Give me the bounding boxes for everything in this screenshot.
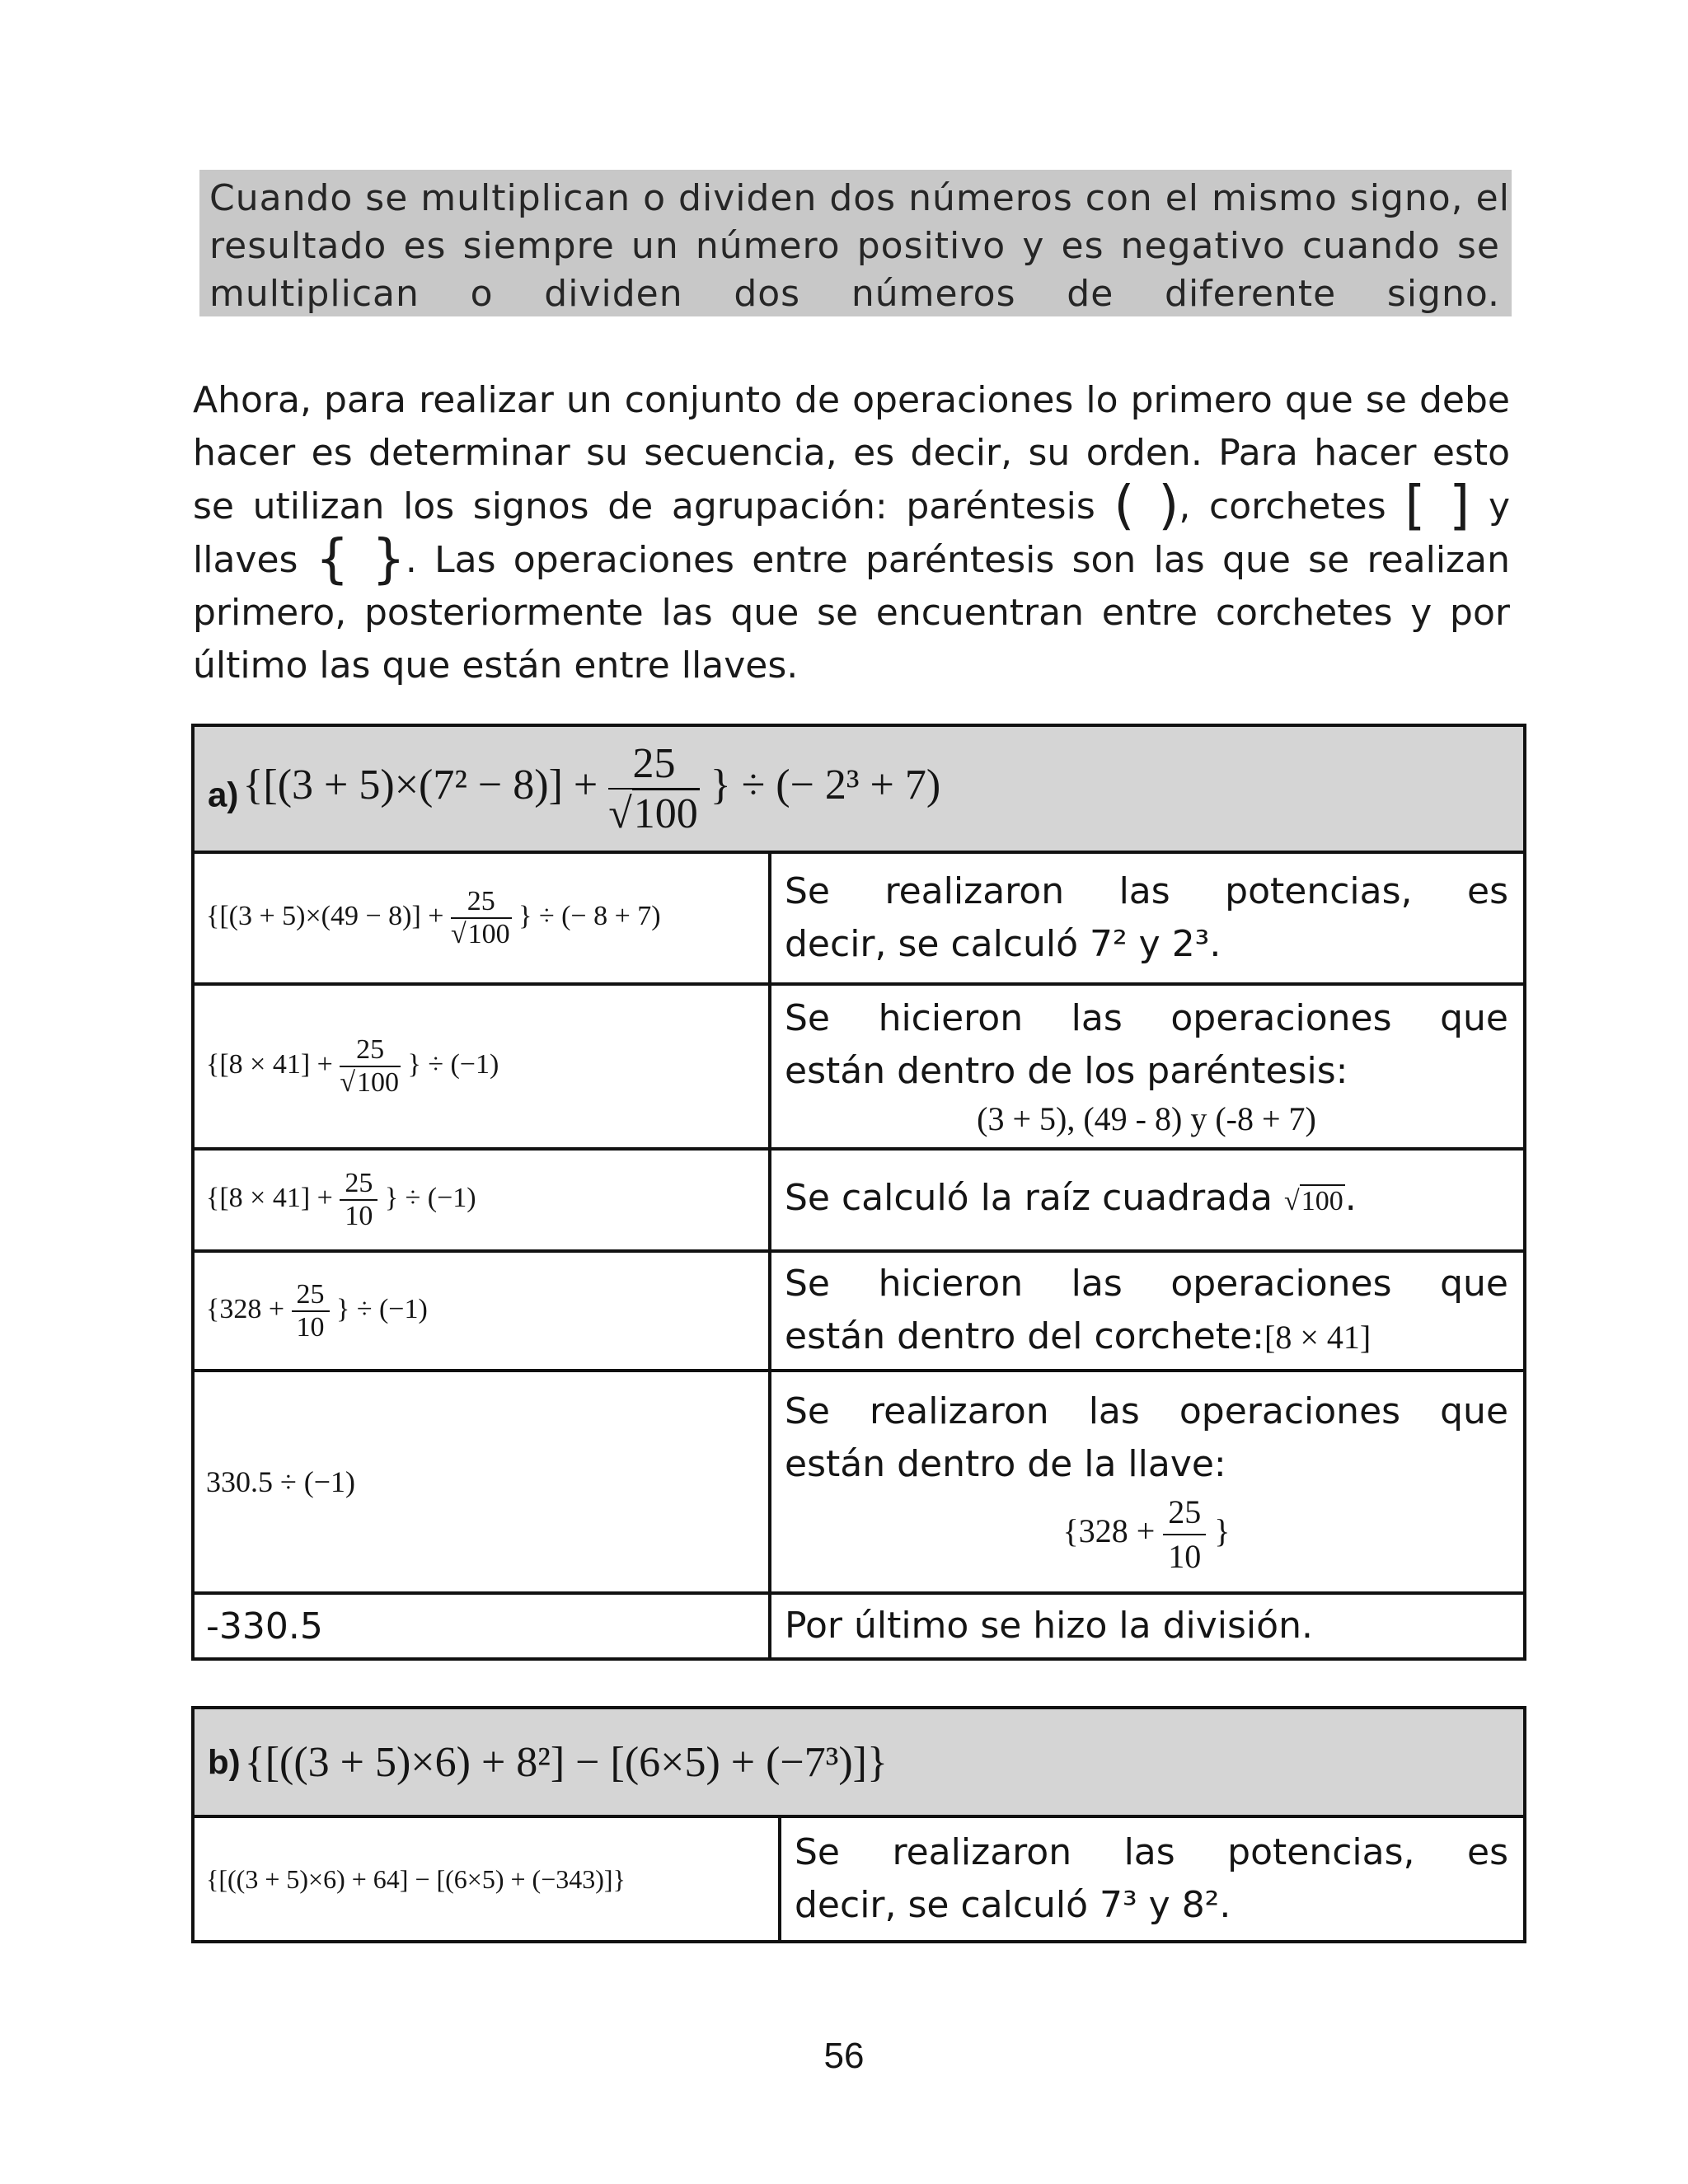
- desc-line: están dentro del corchete:: [785, 1315, 1264, 1357]
- brackets-symbol: [ ]: [1404, 476, 1470, 537]
- example-a-label: a): [208, 775, 239, 814]
- expr-part: {[8 × 41] +: [206, 1182, 333, 1213]
- desc-line: decir, se calculó 7³ y 8².: [795, 1884, 1231, 1926]
- rule-line-1: Cuando se multiplican o dividen dos números con el mismo signo, el: [209, 177, 1510, 219]
- desc-line: Se realizaron las potencias, es: [795, 1831, 1508, 1873]
- intro-text-1: Ahora, para realizar un conjunto de operaciones lo primero que se debe hacer es determinar su secuencia, es decir, su orden. Para hacer esto se utilizan los signos de agrupación: paréntesis: [193, 379, 1510, 527]
- desc-line: están dentro de los paréntesis:: [785, 1050, 1348, 1092]
- intro-text-4: . Las operaciones entre paréntesis son las que se realizan primero, posteriormente las que se encuentran entre corchetes y por último las que están entre llaves.: [193, 539, 1510, 687]
- fraction-numerator: 25: [292, 1279, 330, 1312]
- page-number: 56: [823, 2036, 865, 2076]
- expr-part: {328 +: [1062, 1512, 1156, 1550]
- radicand: 100: [357, 1067, 399, 1098]
- fraction-denominator: 10: [296, 1311, 325, 1343]
- step-expression: [193, 1251, 770, 1371]
- fraction-numerator: 25: [340, 1168, 377, 1201]
- rule-line-2: resultado es siempre un número positivo y es negativo cuando se: [209, 225, 1500, 267]
- braces-symbol: { }: [315, 529, 406, 590]
- example-a-expression: [242, 740, 941, 837]
- desc-math: (3 + 5), (49 - 8) y (-8 + 7): [977, 1100, 1316, 1137]
- intro-paragraph: [193, 374, 1510, 692]
- example-b-header: [193, 1708, 1525, 1816]
- intro-text-2: , corchetes: [1179, 485, 1386, 527]
- example-b-label: b): [208, 1742, 241, 1781]
- expr-part: {[8 × 41] +: [206, 1048, 333, 1080]
- example-a-table: [191, 724, 1526, 1661]
- step-expression: [193, 1149, 770, 1251]
- fraction-denominator: 10: [345, 1201, 373, 1231]
- parentheses-symbol: ( ): [1114, 476, 1179, 537]
- expr-part: } ÷ (−1): [336, 1293, 428, 1324]
- fraction-numerator: 25: [451, 886, 512, 919]
- expr-part: {[(3 + 5)×(49 − 8)] +: [206, 900, 444, 931]
- desc-end: .: [1344, 1177, 1357, 1219]
- radicand: 100: [633, 790, 698, 837]
- expr-part: 330.5 ÷ (−1): [206, 1465, 356, 1498]
- fraction-numerator: 25: [1163, 1491, 1206, 1535]
- step-expression: {[((3 + 5)×6) + 64] − [(6×5) + (−343)]}: [193, 1816, 780, 1942]
- desc-line: Se realizaron las operaciones que: [785, 1390, 1509, 1432]
- example-b-expression: {[((3 + 5)×6) + 8²] − [(6×5) + (−7³)]}: [244, 1738, 888, 1786]
- desc-line: Se hicieron las operaciones que: [785, 1263, 1509, 1305]
- rule-line-3: multiplican o dividen dos números de diferente signo.: [209, 273, 1500, 315]
- step-expression: [193, 852, 770, 984]
- step-description: [770, 1251, 1525, 1371]
- fraction-denominator: √100: [450, 919, 510, 949]
- expr-part: {328 +: [206, 1293, 284, 1324]
- intro-text-3: y llaves: [193, 485, 1510, 581]
- expr-part: } ÷ (− 8 + 7): [518, 900, 661, 931]
- expr-part: } ÷ (− 2³ + 7): [710, 761, 941, 808]
- step-description: [770, 852, 1525, 984]
- rule-callout: [199, 170, 1512, 316]
- desc-math: [8 × 41]: [1264, 1319, 1372, 1356]
- step-description: Se calculó la raíz cuadrada √100.: [770, 1149, 1525, 1251]
- expr-part: } ÷ (−1): [384, 1182, 476, 1213]
- desc-math: [785, 1491, 1508, 1578]
- expr-part: }: [1214, 1512, 1231, 1550]
- fraction-numerator: 25: [608, 739, 700, 790]
- desc-line: Se realizaron las potencias, es: [785, 870, 1509, 912]
- example-a-header: [193, 725, 1525, 852]
- desc-line: Se hicieron las operaciones que: [785, 997, 1509, 1039]
- step-description: [770, 984, 1525, 1149]
- step-description: Por último se hizo la división.: [770, 1593, 1525, 1659]
- fraction-denominator: √100: [340, 1067, 399, 1098]
- fraction-numerator: 25: [340, 1034, 401, 1067]
- expr-part: } ÷ (−1): [407, 1048, 499, 1080]
- radicand: 100: [467, 919, 510, 949]
- desc-line: están dentro de la llave:: [785, 1443, 1226, 1485]
- desc-line: decir, se calculó 7² y 2³.: [785, 923, 1221, 965]
- example-b-table: [191, 1706, 1526, 1943]
- step-expression: -330.5: [193, 1593, 770, 1659]
- step-expression: [193, 1371, 770, 1593]
- fraction-denominator: 10: [1168, 1538, 1202, 1575]
- expr-part: {[(3 + 5)×(7² − 8)] +: [242, 761, 598, 808]
- step-description: [780, 1816, 1525, 1942]
- desc-line: Se calculó la raíz cuadrada: [785, 1177, 1273, 1219]
- step-description: [770, 1371, 1525, 1593]
- radicand: 100: [1301, 1186, 1343, 1216]
- fraction-denominator: √100: [608, 790, 698, 837]
- step-expression: [193, 984, 770, 1149]
